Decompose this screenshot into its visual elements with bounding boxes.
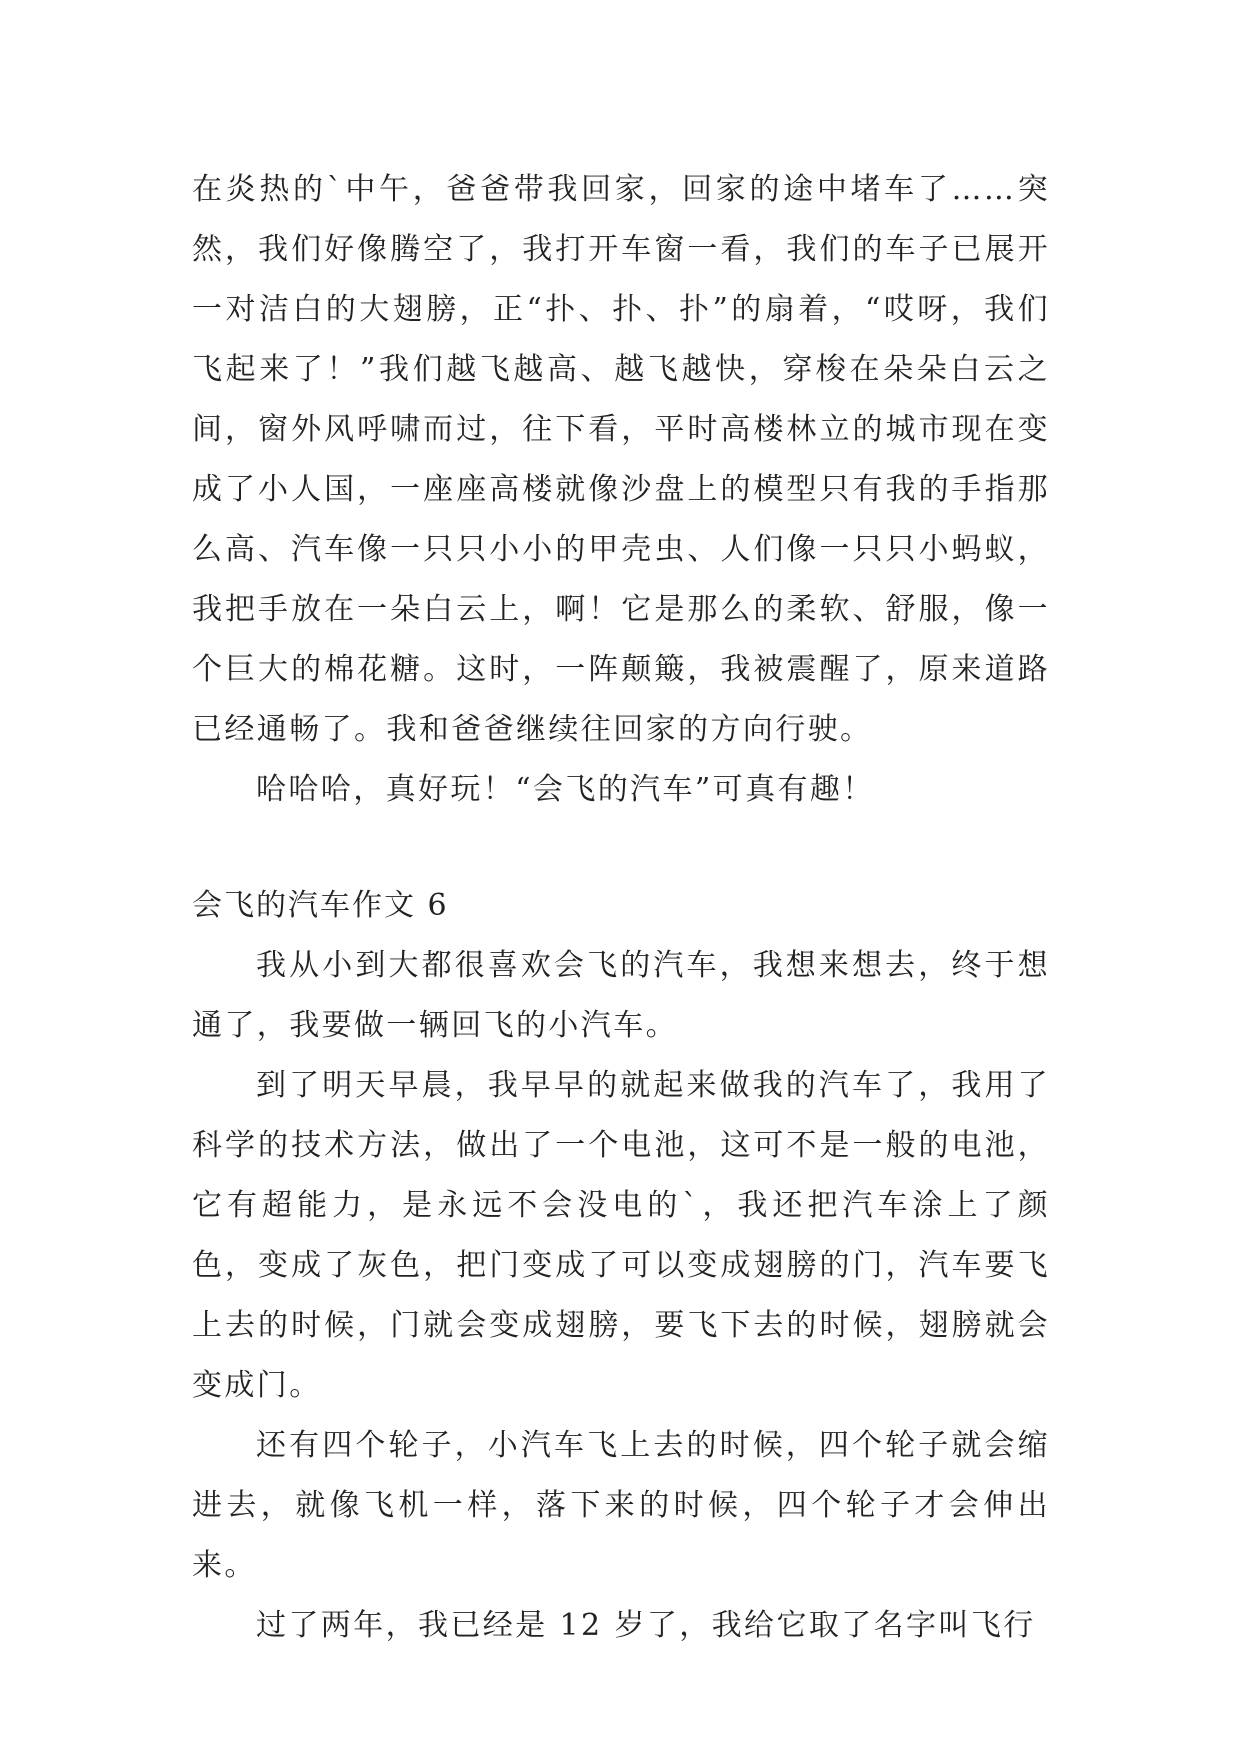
story6-title: 会飞的汽车作文 6: [192, 888, 449, 923]
story5-paragraph-1: 在炎热的`中午，爸爸带我回家，回家的途中堵车了……突然，我们好像腾空了，我打开车窗一看，我们的车子已展开一对洁白的大翅膀，正“扑、扑、扑”的扇着，“哎呀，我们飞起来了！”我们越飞越高、越飞越快，穿梭在朵朵白云之间，窗外风呼啸而过，往下看，平时高楼林立的城市现在变成了小人国，一座座高楼就像沙盘上的模型只有我的手指那么高、汽车像一只只小小的甲壳虫、人们像一只只小蚂蚁，我把手放在一朵白云上，啊！它是那么的柔软、舒服，像一个巨大的棉花糖。这时，一阵颠簸，我被震醒了，原来道路已经通畅了。我和爸爸继续往回家的方向行驶。: [192, 172, 1050, 747]
document-page: [192, 160, 1050, 1656]
story6-paragraph-2: 到了明天早晨，我早早的就起来做我的汽车了，我用了科学的技术方法，做出了一个电池，这可不是一般的电池，它有超能力，是永远不会没电的`，我还把汽车涂上了颜色，变成了灰色，把门变成了可以变成翅膀的门，汽车要飞上去的时候，门就会变成翅膀，要飞下去的时候，翅膀就会变成门。: [192, 1068, 1050, 1403]
section-gap: [192, 820, 1050, 876]
story6-paragraph-1: 我从小到大都很喜欢会飞的汽车，我想来想去，终于想通了，我要做一辆回飞的小汽车。: [192, 948, 1050, 1043]
story5-paragraph-2: 哈哈哈，真好玩！“会飞的汽车”可真有趣！: [256, 772, 875, 807]
story6-paragraph-4: 过了两年，我已经是 12 岁了，我给它取了名字叫飞行: [256, 1608, 1036, 1643]
story6-paragraph-3: 还有四个轮子，小汽车飞上去的时候，四个轮子就会缩进去，就像飞机一样，落下来的时候，四个轮子才会伸出来。: [192, 1428, 1050, 1583]
